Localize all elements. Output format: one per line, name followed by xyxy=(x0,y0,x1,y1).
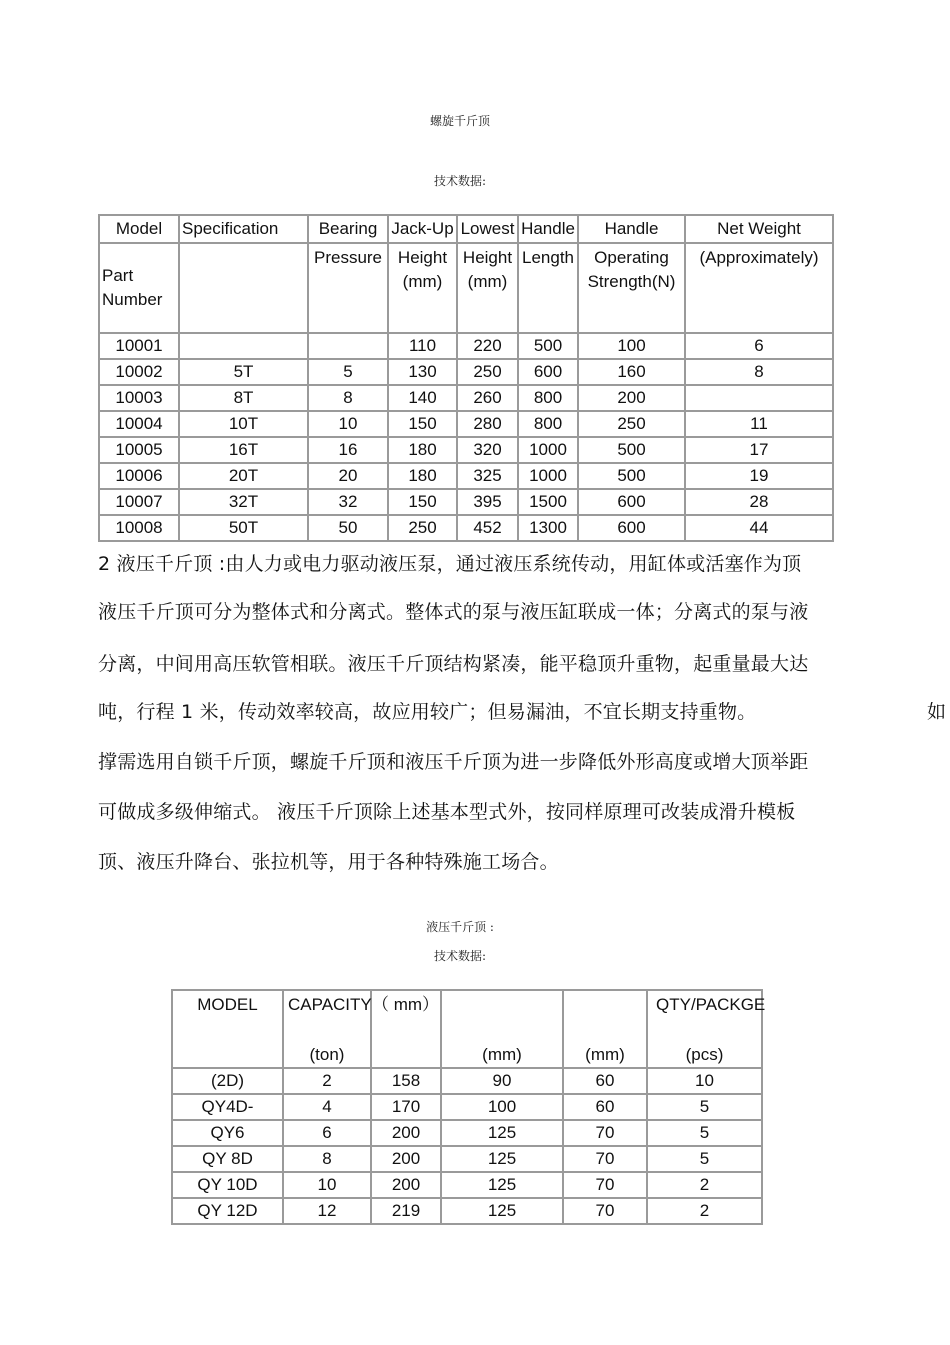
table-cell: 160 xyxy=(578,359,685,385)
table-cell: 50T xyxy=(179,515,308,541)
table-row xyxy=(99,333,833,359)
table-row xyxy=(99,489,833,515)
table-cell: 140 xyxy=(388,385,457,411)
table-cell: 10002 xyxy=(99,359,179,385)
table-cell: 8 xyxy=(308,385,388,411)
paragraph-line: 顶、液压升降台、张拉机等，用于各种特殊施工场合。 xyxy=(98,851,559,873)
table-cell: 19 xyxy=(685,463,833,489)
table-cell: 70 xyxy=(563,1172,647,1198)
header-cell: Specification xyxy=(179,215,308,243)
header-cell xyxy=(563,990,647,1043)
header-cell: Part Number xyxy=(99,243,179,333)
paragraph-line: 撑需选用自锁千斤顶，螺旋千斤顶和液压千斤顶为进一步降低外形高度或增大顶举距 xyxy=(98,751,809,773)
table-cell: 10005 xyxy=(99,437,179,463)
header-cell: Lowest xyxy=(457,215,518,243)
table-cell xyxy=(179,333,308,359)
header-cell xyxy=(371,1043,441,1068)
header-cell: Jack-Up xyxy=(388,215,457,243)
table-cell: 500 xyxy=(578,437,685,463)
header-cell: QTY/PACKGE xyxy=(647,990,762,1043)
table-cell: 200 xyxy=(371,1120,441,1146)
table-cell: 32T xyxy=(179,489,308,515)
table-cell xyxy=(308,333,388,359)
table-row xyxy=(99,411,833,437)
table-cell: 280 xyxy=(457,411,518,437)
table-cell: 800 xyxy=(518,385,578,411)
table-cell: 5 xyxy=(647,1146,762,1172)
paragraph-line: 如 xyxy=(927,701,947,723)
table-cell: 130 xyxy=(388,359,457,385)
table-cell: 500 xyxy=(578,463,685,489)
table-cell: 16T xyxy=(179,437,308,463)
table-cell: 11 xyxy=(685,411,833,437)
table-row xyxy=(99,515,833,541)
table-cell: 150 xyxy=(388,489,457,515)
table-cell: 6 xyxy=(283,1120,371,1146)
table-cell: 2 xyxy=(647,1198,762,1224)
table-row xyxy=(172,1068,762,1094)
table-cell: 158 xyxy=(371,1068,441,1094)
table-cell: 10007 xyxy=(99,489,179,515)
header-cell: Net Weight xyxy=(685,215,833,243)
header-cell: CAPACITY xyxy=(283,990,371,1043)
header-cell: Height (mm) xyxy=(388,243,457,333)
table-row xyxy=(99,437,833,463)
table-cell: 110 xyxy=(388,333,457,359)
header-cell: Height (mm) xyxy=(457,243,518,333)
table-cell: 6 xyxy=(685,333,833,359)
paragraph-line: 吨，行程 1 米，传动效率较高，故应用较广；但易漏油，不宜长期支持重物。 xyxy=(98,701,757,723)
table-cell: 1500 xyxy=(518,489,578,515)
header-cell: (pcs) xyxy=(647,1043,762,1068)
table-cell: 125 xyxy=(441,1198,563,1224)
header-cell: Model xyxy=(99,215,179,243)
hydraulic-jack-spec-table xyxy=(171,989,766,1225)
section2-title: 液压千斤顶 : xyxy=(426,920,494,934)
header-cell: （ mm） xyxy=(371,990,441,1043)
section1-title: 螺旋千斤顶 xyxy=(429,114,490,128)
header-cell: Handle xyxy=(518,215,578,243)
table-cell: 8 xyxy=(685,359,833,385)
header-cell xyxy=(172,1043,283,1068)
table-cell: 220 xyxy=(457,333,518,359)
table-cell: 180 xyxy=(388,437,457,463)
table-cell: 5T xyxy=(179,359,308,385)
table-cell: 250 xyxy=(457,359,518,385)
table-cell: 250 xyxy=(388,515,457,541)
table-cell: 600 xyxy=(578,515,685,541)
table-cell: 10T xyxy=(179,411,308,437)
table-cell xyxy=(685,385,833,411)
header-cell: Length xyxy=(518,243,578,333)
table-cell: 44 xyxy=(685,515,833,541)
table-row xyxy=(99,385,833,411)
table-header-row xyxy=(99,215,833,243)
table-row xyxy=(99,359,833,385)
table-cell: 452 xyxy=(457,515,518,541)
table-cell: 600 xyxy=(518,359,578,385)
header-cell: (mm) xyxy=(441,1043,563,1068)
table-row xyxy=(172,1094,762,1120)
table-cell: 20 xyxy=(308,463,388,489)
table-cell: 70 xyxy=(563,1120,647,1146)
table-cell: (2D) xyxy=(172,1068,283,1094)
table-cell: 17 xyxy=(685,437,833,463)
table-cell: QY 8D xyxy=(172,1146,283,1172)
header-cell: Pressure xyxy=(308,243,388,333)
table-row xyxy=(172,1120,762,1146)
paragraph-line: 可做成多级伸缩式。 液压千斤顶除上述基本型式外，按同样原理可改装成滑升模板 xyxy=(98,801,796,823)
table-cell: 70 xyxy=(563,1146,647,1172)
header-cell: (Approximately) xyxy=(685,243,833,333)
table-cell: 2 xyxy=(283,1068,371,1094)
table-cell: 219 xyxy=(371,1198,441,1224)
table-cell: 125 xyxy=(441,1120,563,1146)
table-cell: 10 xyxy=(283,1172,371,1198)
table-cell: 2 xyxy=(647,1172,762,1198)
header-cell: Handle xyxy=(578,215,685,243)
table-cell: 50 xyxy=(308,515,388,541)
table-cell: 250 xyxy=(578,411,685,437)
table-cell: 325 xyxy=(457,463,518,489)
table-cell: 200 xyxy=(371,1172,441,1198)
header-cell: MODEL xyxy=(172,990,283,1043)
table-cell: 150 xyxy=(388,411,457,437)
table-cell: 125 xyxy=(441,1172,563,1198)
table-cell: 125 xyxy=(441,1146,563,1172)
header-cell: (ton) xyxy=(283,1043,371,1068)
section2-subtitle: 技术数据: xyxy=(433,949,487,963)
table-cell: QY4D- xyxy=(172,1094,283,1120)
table-cell: 800 xyxy=(518,411,578,437)
paragraph-line: 分离，中间用高压软管相联。液压千斤顶结构紧凑，能平稳顶升重物，起重量最大达 xyxy=(98,653,809,675)
table-cell: 200 xyxy=(578,385,685,411)
table-cell: 180 xyxy=(388,463,457,489)
screw-jack-spec-table xyxy=(98,214,834,542)
table-cell: 70 xyxy=(563,1198,647,1224)
table-cell: 60 xyxy=(563,1068,647,1094)
section1-subtitle: 技术数据: xyxy=(433,174,487,188)
table-cell: 90 xyxy=(441,1068,563,1094)
table-cell: 170 xyxy=(371,1094,441,1120)
table-cell: 10 xyxy=(647,1068,762,1094)
table-cell: 32 xyxy=(308,489,388,515)
table-cell: 100 xyxy=(578,333,685,359)
table-cell: QY 10D xyxy=(172,1172,283,1198)
table-row xyxy=(172,1198,762,1224)
paragraph-line: 液压千斤顶可分为整体式和分离式。整体式的泵与液压缸联成一体；分离式的泵与液 xyxy=(98,601,809,623)
table-header-row xyxy=(172,990,762,1043)
table-cell: 395 xyxy=(457,489,518,515)
table-cell: 600 xyxy=(578,489,685,515)
table-header-row xyxy=(99,243,833,333)
table-cell: 16 xyxy=(308,437,388,463)
table-cell: 260 xyxy=(457,385,518,411)
header-cell xyxy=(179,243,308,333)
header-cell: (mm) xyxy=(563,1043,647,1068)
table-cell: 20T xyxy=(179,463,308,489)
table-row xyxy=(172,1172,762,1198)
header-cell: Operating Strength(N) xyxy=(578,243,685,333)
table-cell: 10001 xyxy=(99,333,179,359)
table-cell: 1300 xyxy=(518,515,578,541)
table-cell: 100 xyxy=(441,1094,563,1120)
table-row xyxy=(99,463,833,489)
table-header-row xyxy=(172,1043,762,1068)
header-cell xyxy=(441,990,563,1043)
table-cell: 1000 xyxy=(518,463,578,489)
table-cell: 4 xyxy=(283,1094,371,1120)
table-cell: 28 xyxy=(685,489,833,515)
table-cell: 5 xyxy=(308,359,388,385)
table-cell: 10006 xyxy=(99,463,179,489)
table-cell: 500 xyxy=(518,333,578,359)
table-cell: 8T xyxy=(179,385,308,411)
table-cell: 200 xyxy=(371,1146,441,1172)
table-cell: 10004 xyxy=(99,411,179,437)
table-row xyxy=(172,1146,762,1172)
table-cell: QY 12D xyxy=(172,1198,283,1224)
header-cell: Bearing xyxy=(308,215,388,243)
table-cell: 10 xyxy=(308,411,388,437)
paragraph-line: 2 液压千斤顶 :由人力或电力驱动液压泵，通过液压系统传动，用缸体或活塞作为顶 xyxy=(98,553,802,575)
table-cell: 10008 xyxy=(99,515,179,541)
table-cell: 5 xyxy=(647,1120,762,1146)
table-cell: 8 xyxy=(283,1146,371,1172)
table-cell: 1000 xyxy=(518,437,578,463)
table-cell: 12 xyxy=(283,1198,371,1224)
table-cell: QY6 xyxy=(172,1120,283,1146)
table-cell: 10003 xyxy=(99,385,179,411)
table-cell: 5 xyxy=(647,1094,762,1120)
table-cell: 320 xyxy=(457,437,518,463)
table-cell: 60 xyxy=(563,1094,647,1120)
